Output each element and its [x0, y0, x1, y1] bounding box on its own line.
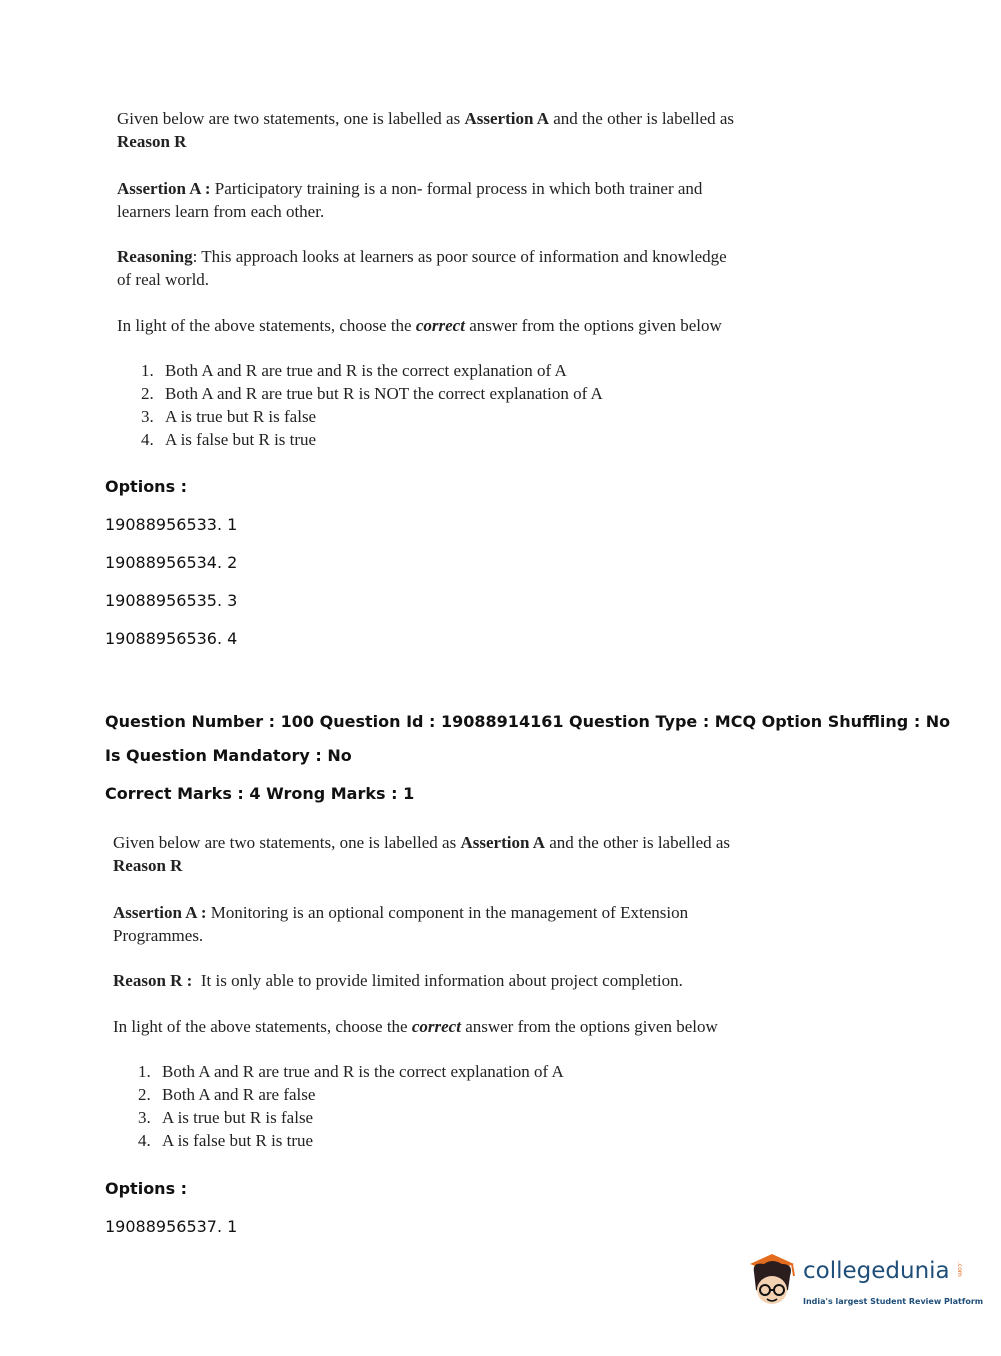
- q2-header-line: Question Number : 100 Question Id : 19088914161 Question Type : MCQ Option Shuffling : No: [105, 712, 951, 731]
- q1-option-3: 19088956535. 3: [105, 591, 238, 610]
- q1-assertion: Assertion A : Participatory training is a non- formal process in which both trainer and learners learn from each other.: [117, 179, 703, 221]
- collegedunia-logo: [742, 1250, 984, 1322]
- q1-option-2: 19088956534. 2: [105, 553, 238, 572]
- list-item: 3. A is true but R is false: [141, 407, 317, 426]
- q1-intro: Given below are two statements, one is labelled as Assertion A and the other is labelled as Reason R: [117, 109, 735, 151]
- list-item: 1. Both A and R are true and R is the correct explanation of A: [141, 361, 567, 380]
- q2-intro-assertion-label: Assertion A: [460, 833, 545, 852]
- logo-wordmark: collegedunia: [803, 1258, 950, 1284]
- q2-intro-reason-label: Reason R: [113, 856, 183, 875]
- list-item: 2. Both A and R are true but R is NOT the correct explanation of A: [141, 384, 603, 403]
- q2-mandatory-line: Is Question Mandatory : No: [105, 746, 352, 765]
- q1-intro-reason-label: Reason R: [117, 132, 187, 151]
- q2-intro: Given below are two statements, one is labelled as Assertion A and the other is labelled as Reason R: [113, 833, 731, 875]
- q2-instruction: In light of the above statements, choose the correct answer from the options given below: [113, 1017, 718, 1036]
- list-item: 1. Both A and R are true and R is the correct explanation of A: [138, 1062, 564, 1081]
- q2-assertion: Assertion A : Monitoring is an optional component in the management of Extension Programmes.: [113, 903, 689, 945]
- q1-instruction: In light of the above statements, choose the correct answer from the options given below: [117, 316, 722, 335]
- q1-intro-assertion-label: Assertion A: [464, 109, 549, 128]
- q1-option-4: 19088956536. 4: [105, 629, 238, 648]
- q2-choice-list: [138, 1060, 564, 1152]
- list-item: 3. A is true but R is false: [138, 1108, 314, 1127]
- logo-tagline: India's largest Student Review Platform: [803, 1297, 984, 1306]
- logo-domain-suffix: .com: [956, 1262, 963, 1277]
- q1-options-label: Options :: [105, 477, 188, 496]
- q2-marks-line: Correct Marks : 4 Wrong Marks : 1: [105, 784, 415, 803]
- q2-reason: Reason R : It is only able to provide limited information about project completion.: [113, 971, 683, 990]
- q1-option-1: 19088956533. 1: [105, 515, 238, 534]
- list-item: 4. A is false but R is true: [141, 430, 317, 449]
- q2-option-1: 19088956537. 1: [105, 1217, 238, 1236]
- q2-options-label: Options :: [105, 1179, 188, 1198]
- q1-choice-list: [141, 359, 603, 451]
- list-item: 2. Both A and R are false: [138, 1085, 316, 1104]
- list-item: 4. A is false but R is true: [138, 1131, 314, 1150]
- mascot-icon: [742, 1250, 802, 1318]
- q1-reason: Reasoning: This approach looks at learners as poor source of information and knowledge of real world.: [117, 247, 727, 289]
